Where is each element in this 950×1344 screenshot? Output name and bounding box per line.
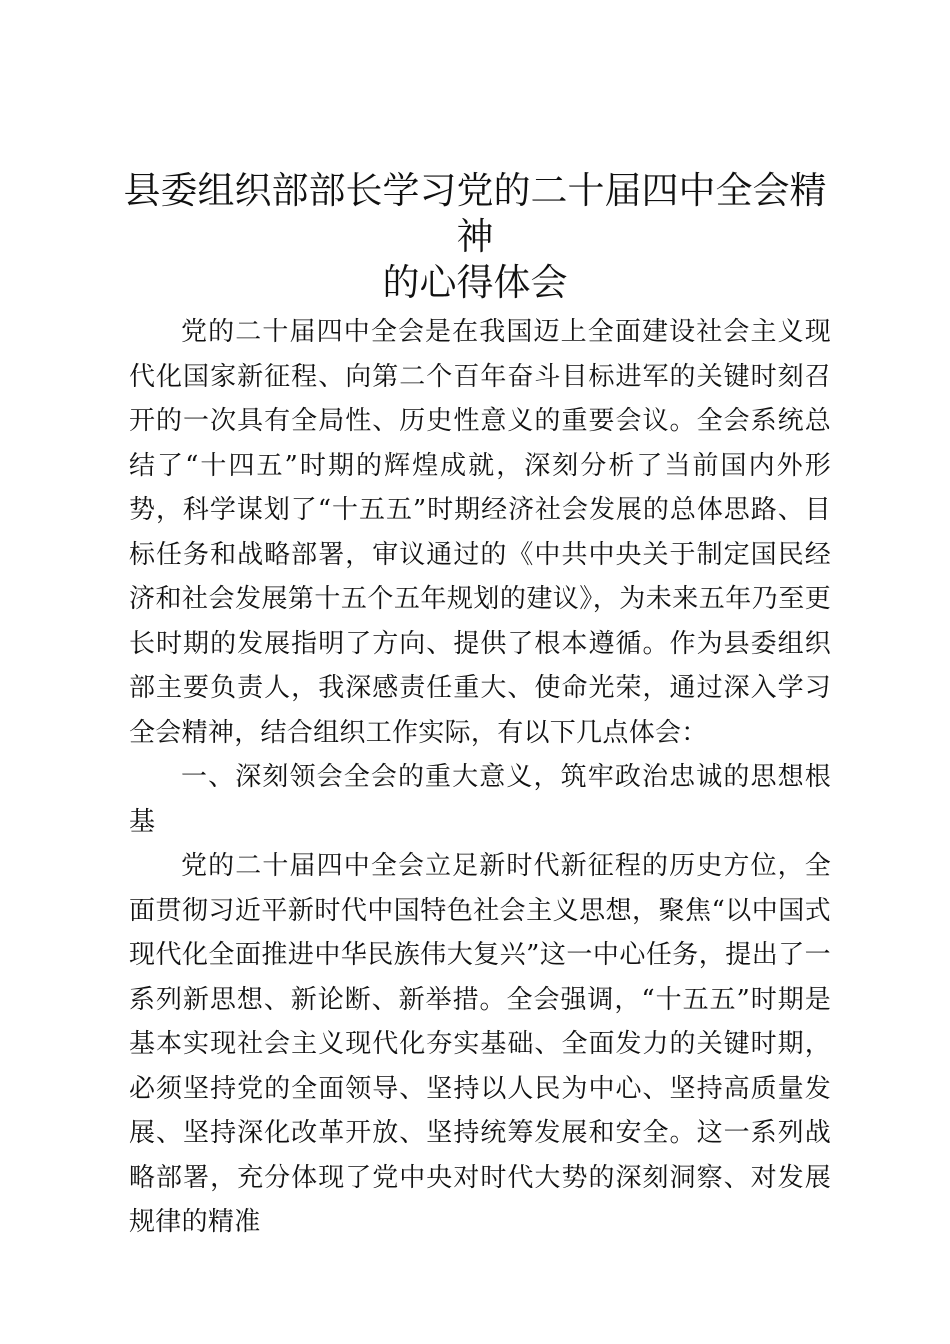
title-line-1: 县委组织部部长学习党的二十届四中全会精神 [123, 169, 827, 258]
document-body [129, 310, 831, 1245]
section-heading-1: 一、深刻领会全会的重大意义，筑牢政治忠诚的思想根基 [129, 762, 831, 837]
intro-paragraph: 党的二十届四中全会是在我国迈上全面建设社会主义现代化国家新征程、向第二个百年奋斗目标进军的关键时刻召开的一次具有全局性、历史性意义的重要会议。全会系统总结了“十四五”时期的辉煌成就，深刻分析了当前国内外形势，科学谋划了“十五五”时期经济社会发展的总体思路、目标任务和战略部署，审议通过的《中共中央关于制定国民经济和社会发展第十五个五年规划的建议》，为未来五年乃至更长时期的发展指明了方向、提供了根本遵循。作为县委组织部主要负责人，我深感责任重大、使命光荣，通过深入学习全会精神，结合组织工作实际，有以下几点体会： [129, 317, 831, 748]
title-line-2: 的心得体会 [382, 261, 568, 304]
document-title [120, 168, 830, 306]
body-paragraph: 党的二十届四中全会立足新时代新征程的历史方位，全面贯彻习近平新时代中国特色社会主义思想，聚焦“以中国式现代化全面推进中华民族伟大复兴”这一中心任务，提出了一系列新思想、新论断、新举措。全会强调，“十五五”时期是基本实现社会主义现代化夯实基础、全面发力的关键时期，必须坚持党的全面领导、坚持以人民为中心、坚持高质量发展、坚持深化改革开放、坚持统筹发展和安全。这一系列战略部署，充分体现了党中央对时代大势的深刻洞察、对发展规律的精准 [129, 851, 831, 1237]
